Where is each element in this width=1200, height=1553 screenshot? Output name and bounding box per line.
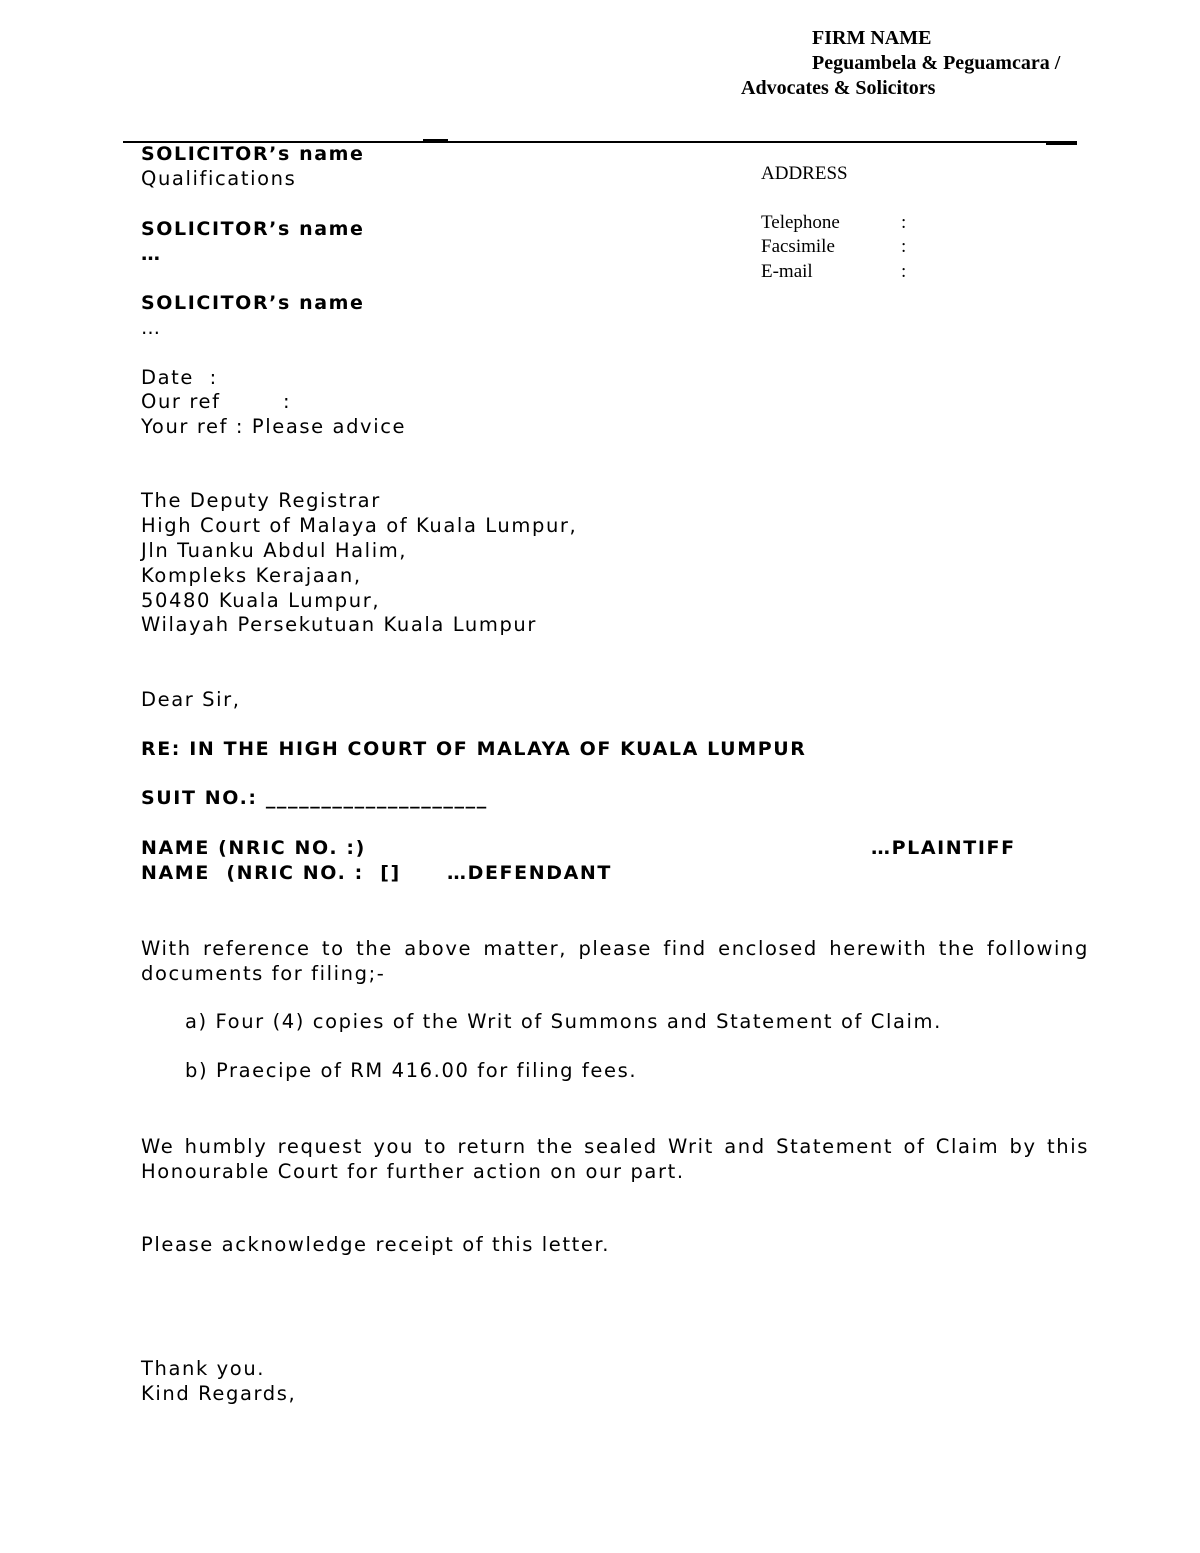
recipient-line: High Court of Malaya of Kuala Lumpur, [141,514,578,537]
telephone-colon: : [901,212,907,233]
salutation: Dear Sir, [141,688,241,711]
solicitor-2-detail: … [141,243,162,265]
recipient-line: 50480 Kuala Lumpur, [141,589,381,612]
letterhead [0,0,1200,110]
closing-thanks: Thank you. [141,1357,266,1380]
facsimile-label: Facsimile [761,236,835,257]
divider-accent-right [1046,143,1077,145]
plaintiff-name: NAME (NRIC NO. :) [141,837,366,859]
our-ref-line: Our ref : [141,390,292,413]
recipient-line: Kompleks Kerajaan, [141,564,362,587]
firm-address: ADDRESS [761,163,848,184]
email-label: E-mail [761,261,813,282]
defendant-role: …DEFENDANT [447,862,612,884]
date-line: Date : [141,366,218,389]
divider-accent-left [423,139,448,141]
solicitor-3-name: SOLICITOR’s name [141,292,365,314]
firm-description-malay: Peguambela & Peguamcara / [812,52,1061,74]
solicitor-2-name: SOLICITOR’s name [141,218,365,240]
suit-number: SUIT NO.: ____________________ [141,787,488,809]
solicitor-1-name: SOLICITOR’s name [141,143,365,165]
recipient-line: The Deputy Registrar [141,489,381,512]
body-intro-paragraph: With reference to the above matter, please find enclosed herewith the following documents for filing;- [141,937,1089,985]
recipient-line: Jln Tuanku Abdul Halim, [141,539,408,562]
telephone-label: Telephone [761,212,840,233]
body-acknowledge-line: Please acknowledge receipt of this letter. [141,1233,611,1256]
closing-regards: Kind Regards, [141,1382,297,1405]
your-ref-line: Your ref : Please advice [141,415,407,438]
enclosure-item-b: b) Praecipe of RM 416.00 for filing fees. [185,1059,638,1082]
firm-name: FIRM NAME [812,27,932,49]
defendant-name: NAME (NRIC NO. : [] [141,862,401,884]
email-colon: : [901,261,907,282]
recipient-line: Wilayah Persekutuan Kuala Lumpur [141,613,538,636]
enclosure-item-a: a) Four (4) copies of the Writ of Summons and Statement of Claim. [185,1010,942,1033]
solicitor-1-detail: Qualifications [141,167,297,190]
facsimile-colon: : [901,236,907,257]
re-heading: RE: IN THE HIGH COURT OF MALAYA OF KUALA LUMPUR [141,738,807,760]
body-request-paragraph: We humbly request you to return the sealed Writ and Statement of Claim by this Honourable Court for further action on our part. [141,1135,1089,1183]
solicitor-3-detail: … [141,317,162,339]
firm-description-english: Advocates & Solicitors [741,77,936,99]
plaintiff-role: …PLAINTIFF [871,837,1016,859]
